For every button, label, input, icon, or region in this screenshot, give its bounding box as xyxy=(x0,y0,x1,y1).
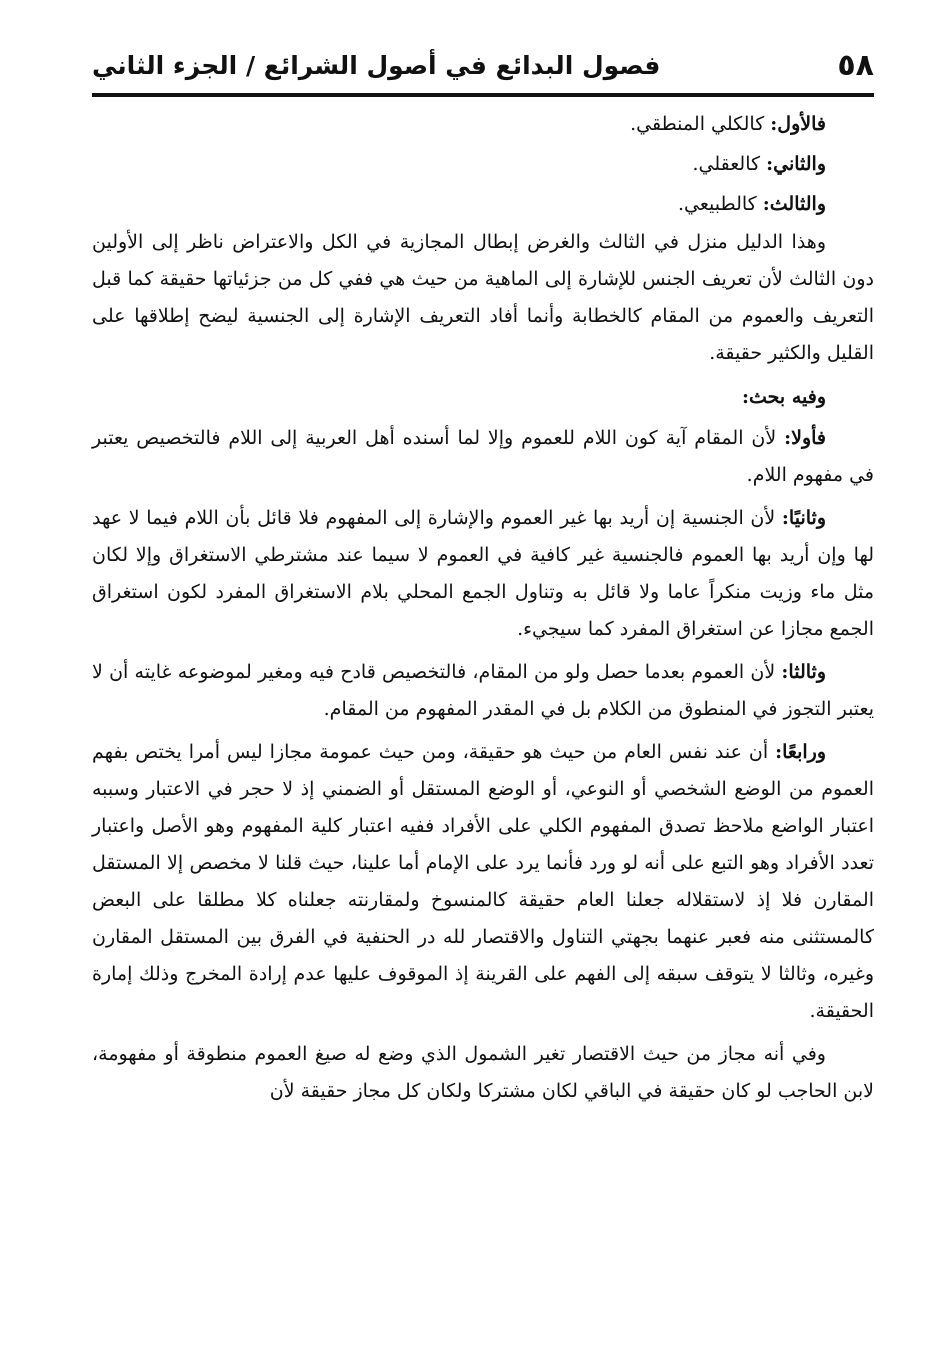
point-text: لأن الجنسية إن أريد بها غير العموم والإشارة إلى المفهوم فلا قائل بأن اللام فيما لا عهد لها وإن أريد بها العموم فالجنسية غير كافية في العموم لا سيما عند مشترطي الاستغراق وإلا لكان مثل ماء وزيت منكراً عاما ولا قائل به وتناول الجمع المحلي بلام الاستغراق المفرد لكون استغراق الجمع مجازا عن استغراق المفرد كما سيجيء. xyxy=(92,507,874,640)
definition-text: كالطبيعي. xyxy=(678,193,763,215)
paragraph-closing: وفي أنه مجاز من حيث الاقتصار تغير الشمول الذي وضع له صيغ العموم منطوقة أو مفهومة، لابن الحاجب لو كان حقيقة في الباقي لكان مشتركا ولكان كل مجاز حقيقة لأن xyxy=(92,1043,874,1102)
point-fourth xyxy=(92,734,874,1030)
header-rule xyxy=(92,93,874,97)
point-text: لأن المقام آية كون اللام للعموم وإلا لما أسنده أهل العربية إلى اللام فالتخصيص يعتبر في مفهوم اللام. xyxy=(92,427,874,486)
point-second xyxy=(92,500,874,648)
point-lead: وثالثا: xyxy=(781,661,826,683)
point-third xyxy=(92,654,874,728)
point-text: لأن العموم بعدما حصل ولو من المقام، فالتخصيص قادح فيه ومغير لموضوعه غايته أن لا يعتبر التجوز في المنطوق من الكلام بل في المقدر المفهوم من المقام. xyxy=(92,661,874,720)
point-first xyxy=(92,420,874,494)
section-heading: وفيه بحث: xyxy=(741,386,826,408)
running-title: فصول البدائع في أصول الشرائع / الجزء الثاني xyxy=(92,51,661,80)
point-lead: وثانيًا: xyxy=(781,507,826,529)
definition-line-second xyxy=(92,144,874,184)
definition-lead: فالأول: xyxy=(770,113,826,135)
point-text: أن عند نفس العام من حيث هو حقيقة، ومن حيث عمومة مجازا ليس أمرا يختص بفهم العموم من الوضع الشخصي أو النوعي، أو الوضع المستقل أو الضمني إذ لا حجر في الاعتبار وسببه اعتبار الواضع ملاحظ تصدق المفهوم الكلي على الأفراد ففيه اعتبار كلية المفهوم وهو الأصل واعتبار تعدد الأفراد وهو التبع على أنه لو ورد فأنما يرد على الإمام أما علينا، حيث قلنا لا مخصص إلا المستقل المقارن فلا إذ لاستقلاله جعلنا العام حقيقة كالمنسوخ ولمقارنته جعلناه كلا مطلقا على البعض كالمستثنى منه فعبر عنهما بجهتي التناول والاقتصار لله در الحنفية في الفرق بين المستقل المقارن وغيره، وثالثا لا يتوقف سبقه إلى الفهم على القرينة إذ الموقوف عليها عدم إرادة المخرج وذلك إمارة الحقيقة. xyxy=(92,741,875,1022)
page-number: ٥٨ xyxy=(837,48,874,83)
point-lead: فأولا: xyxy=(784,427,826,449)
definition-line-third xyxy=(92,184,874,224)
paragraph-intro: وهذا الدليل منزل في الثالث والغرض إبطال المجازية في الكل والاعتراض ناظر إلى الأولين دون الثالث لأن تعريف الجنس للإشارة إلى الماهية من حيث هي ففي كل من جزئياتها حقيقة كما قبل التعريف والعموم من المقام كالخطابة وأنما أفاد التعريف الإشارة إلى الجنسية ليضح إطلاقها على القليل والكثير حقيقة. xyxy=(92,231,874,364)
definition-line-first xyxy=(92,104,874,144)
definition-lead: والثاني: xyxy=(766,153,826,175)
definition-text: كالكلي المنطقي. xyxy=(630,113,771,135)
point-lead: ورابعًا: xyxy=(775,741,826,763)
page-header xyxy=(92,40,874,92)
definition-text: كالعقلي. xyxy=(692,153,767,175)
page-body xyxy=(92,104,874,1116)
definition-lead: والثالث: xyxy=(762,193,826,215)
